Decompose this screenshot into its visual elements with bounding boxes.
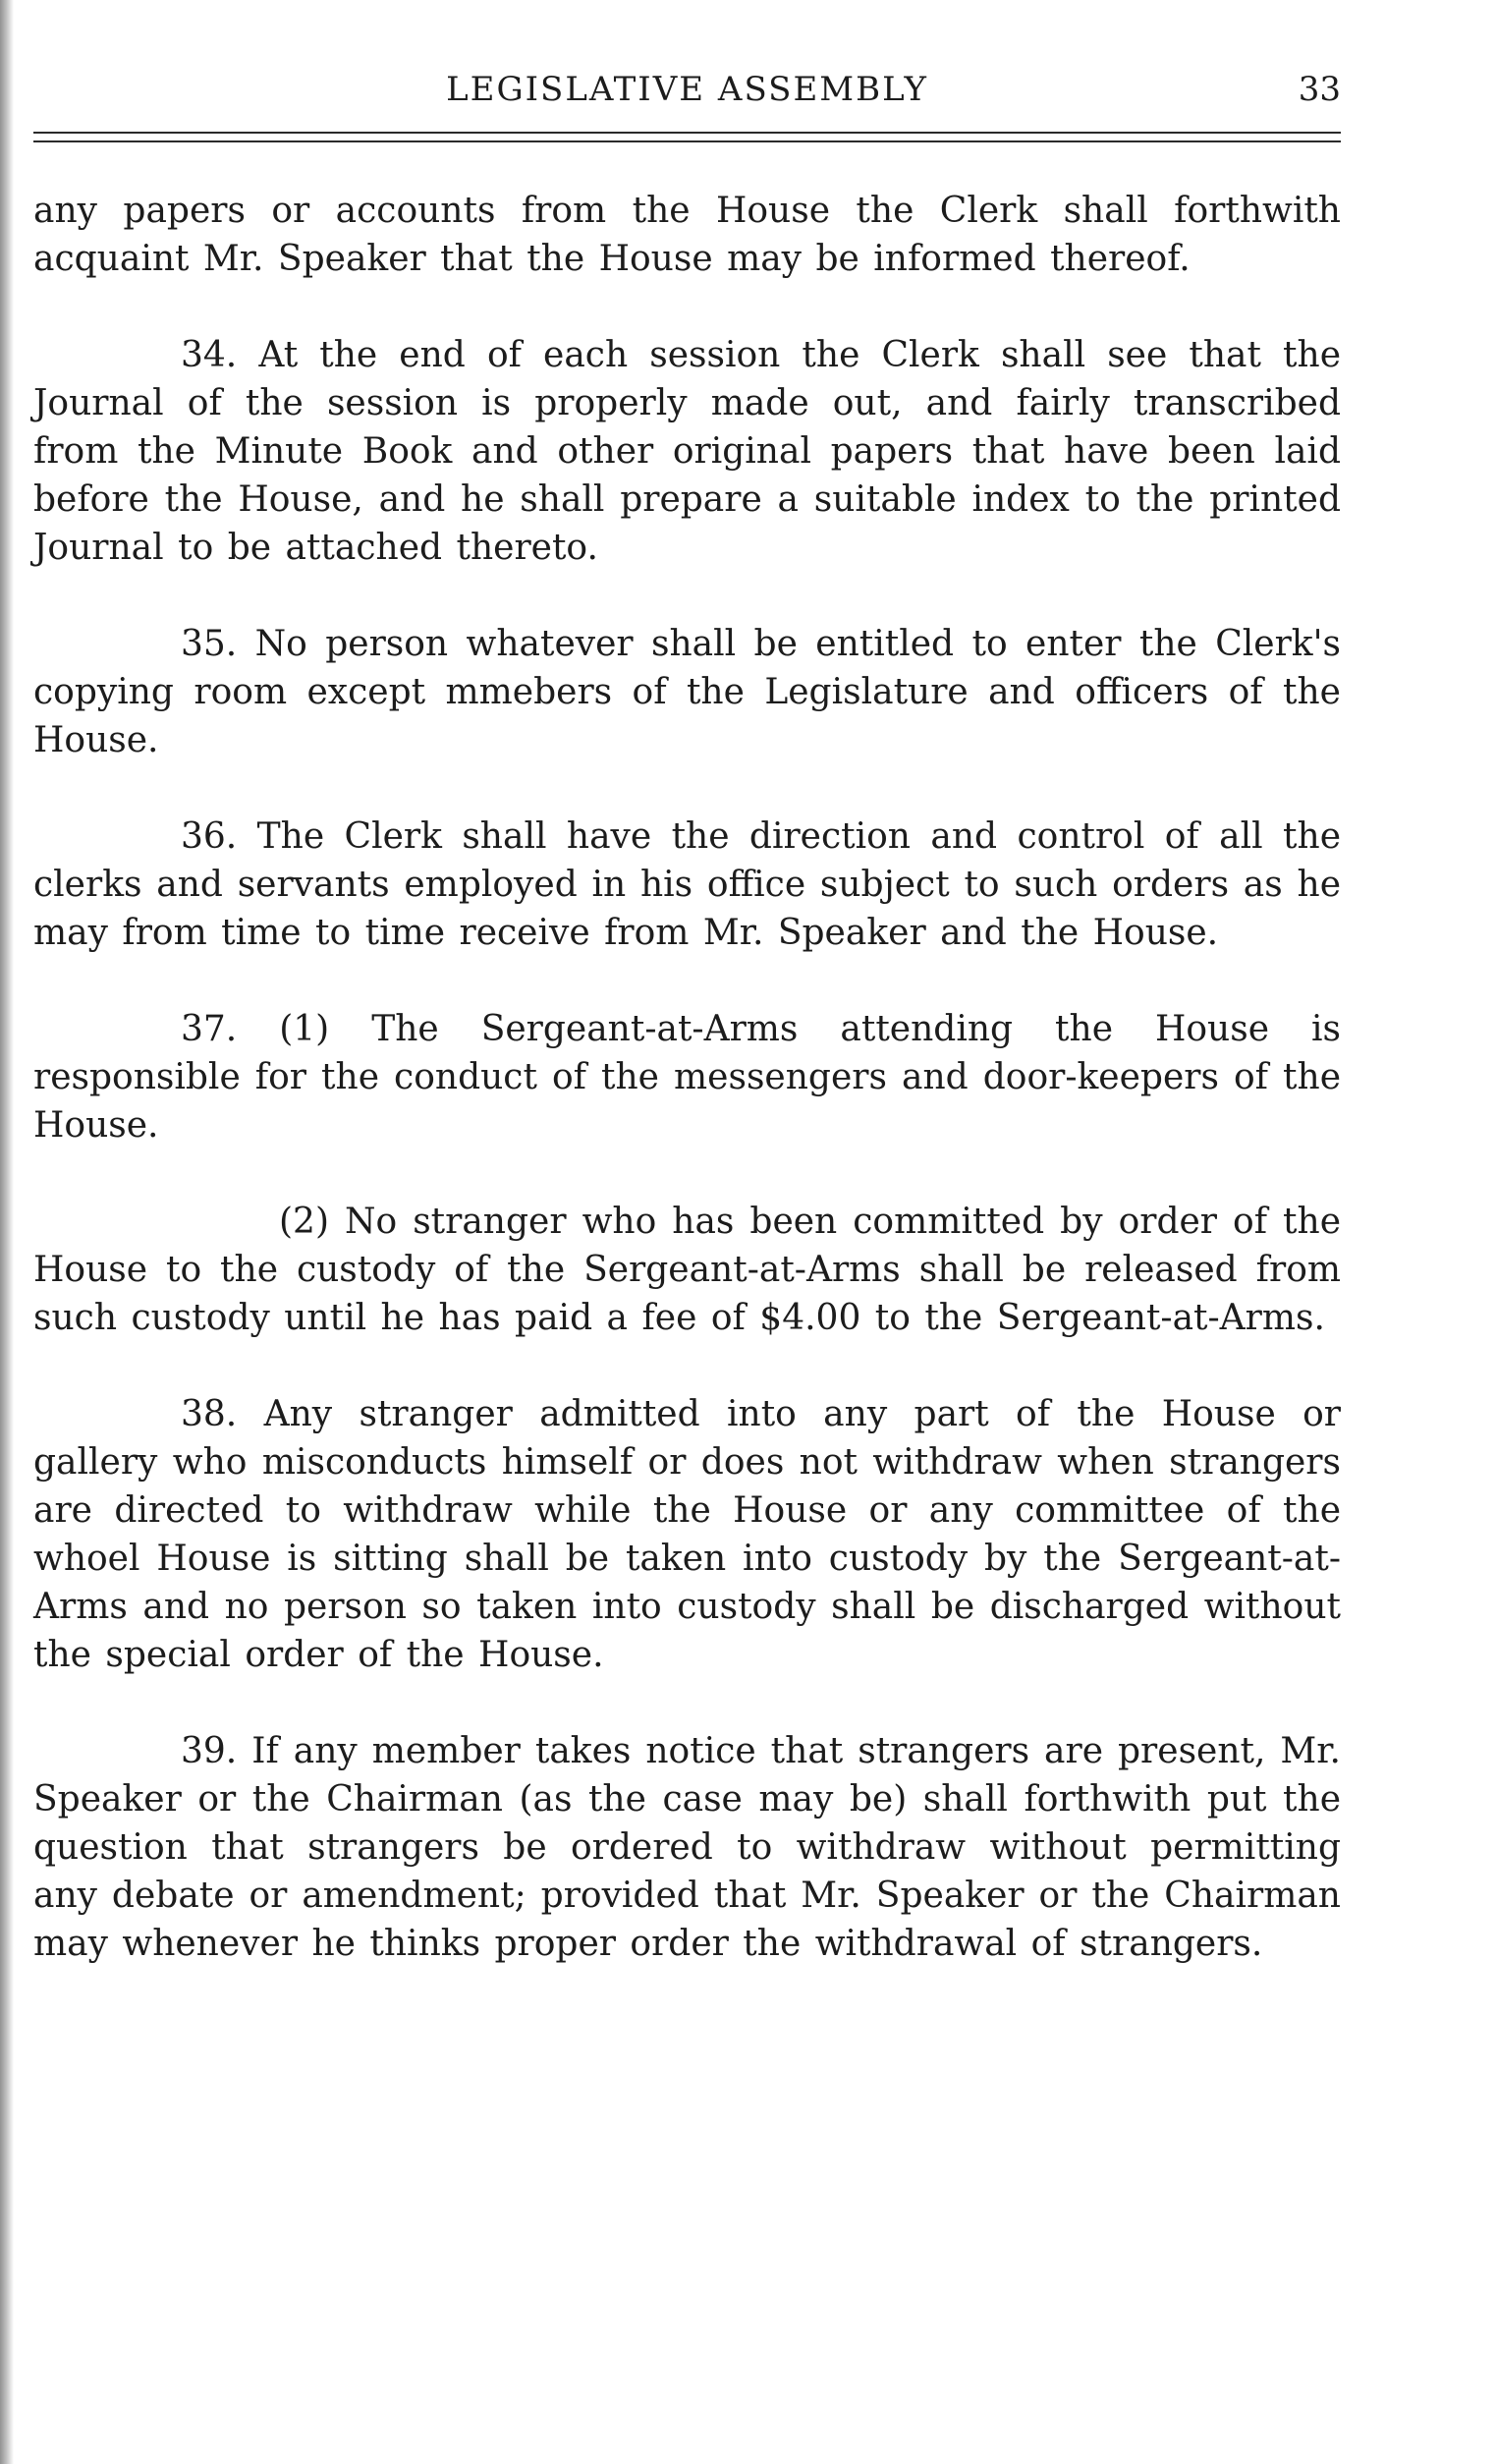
paragraph-rule-37-2 [33, 1198, 1341, 1342]
page-number: 33 [1298, 70, 1341, 109]
paragraph-continued [33, 187, 1341, 283]
paragraph-rule-34 [33, 331, 1341, 572]
paragraph-rule-39 [33, 1727, 1341, 1968]
paragraph-rule-36 [33, 812, 1341, 957]
paragraph-text: 37. (1) The Sergeant-at-Arms attending the House is responsible for the conduct of the messengers and door-keepers of the House. [33, 1009, 1341, 1146]
header-rule-top [33, 132, 1341, 134]
paragraph-text: 36. The Clerk shall have the direction and control of all the clerks and servants employed in his office subject to such orders as he may from time to time receive from Mr. Speaker and the House. [33, 816, 1341, 953]
paragraph-text: 35. No person whatever shall be entitled to enter the Clerk's copying room except mmebers of the Legislature and officers of the House. [33, 624, 1341, 760]
header-rule-bottom [33, 140, 1341, 142]
running-title: LEGISLATIVE ASSEMBLY [446, 70, 928, 109]
paragraph-rule-37-1 [33, 1005, 1341, 1149]
page-header [33, 65, 1341, 114]
paragraph-text: any papers or accounts from the House the Clerk shall forthwith acquaint Mr. Speaker that the House may be informed thereof. [33, 191, 1341, 279]
paragraph-rule-38 [33, 1390, 1341, 1679]
page-edge-shadow [0, 0, 14, 2464]
paragraph-text: 38. Any stranger admitted into any part of the House or gallery who misconducts himself or does not withdraw when strangers are directed to withdraw while the House or any committee of the whoel House is sitting shall be taken into custody by the Sergeant-at-Arms and no person so taken into custody shall be discharged without the special order of the House. [33, 1394, 1341, 1675]
paragraph-rule-35 [33, 620, 1341, 764]
paragraph-text: 39. If any member takes notice that strangers are present, Mr. Speaker or the Chairman (as the case may be) shall forthwith put the question that strangers be ordered to withdraw without permitting any debate or amendment; provided that Mr. Speaker or the Chairman may whenever he thinks proper order the withdrawal of strangers. [33, 1731, 1341, 1964]
body-text [33, 187, 1341, 2016]
paragraph-text: (2) No stranger who has been committed by order of the House to the custody of the Sergeant-at-Arms shall be released from such custody until he has paid a fee of $4.00 to the Sergeant-at-Arms. [33, 1202, 1341, 1338]
paragraph-text: 34. At the end of each session the Clerk shall see that the Journal of the session is properly made out, and fairly transcribed from the Minute Book and other original papers that have been laid before the House, and he shall prepare a suitable index to the printed Journal to be attached thereto. [33, 335, 1341, 568]
